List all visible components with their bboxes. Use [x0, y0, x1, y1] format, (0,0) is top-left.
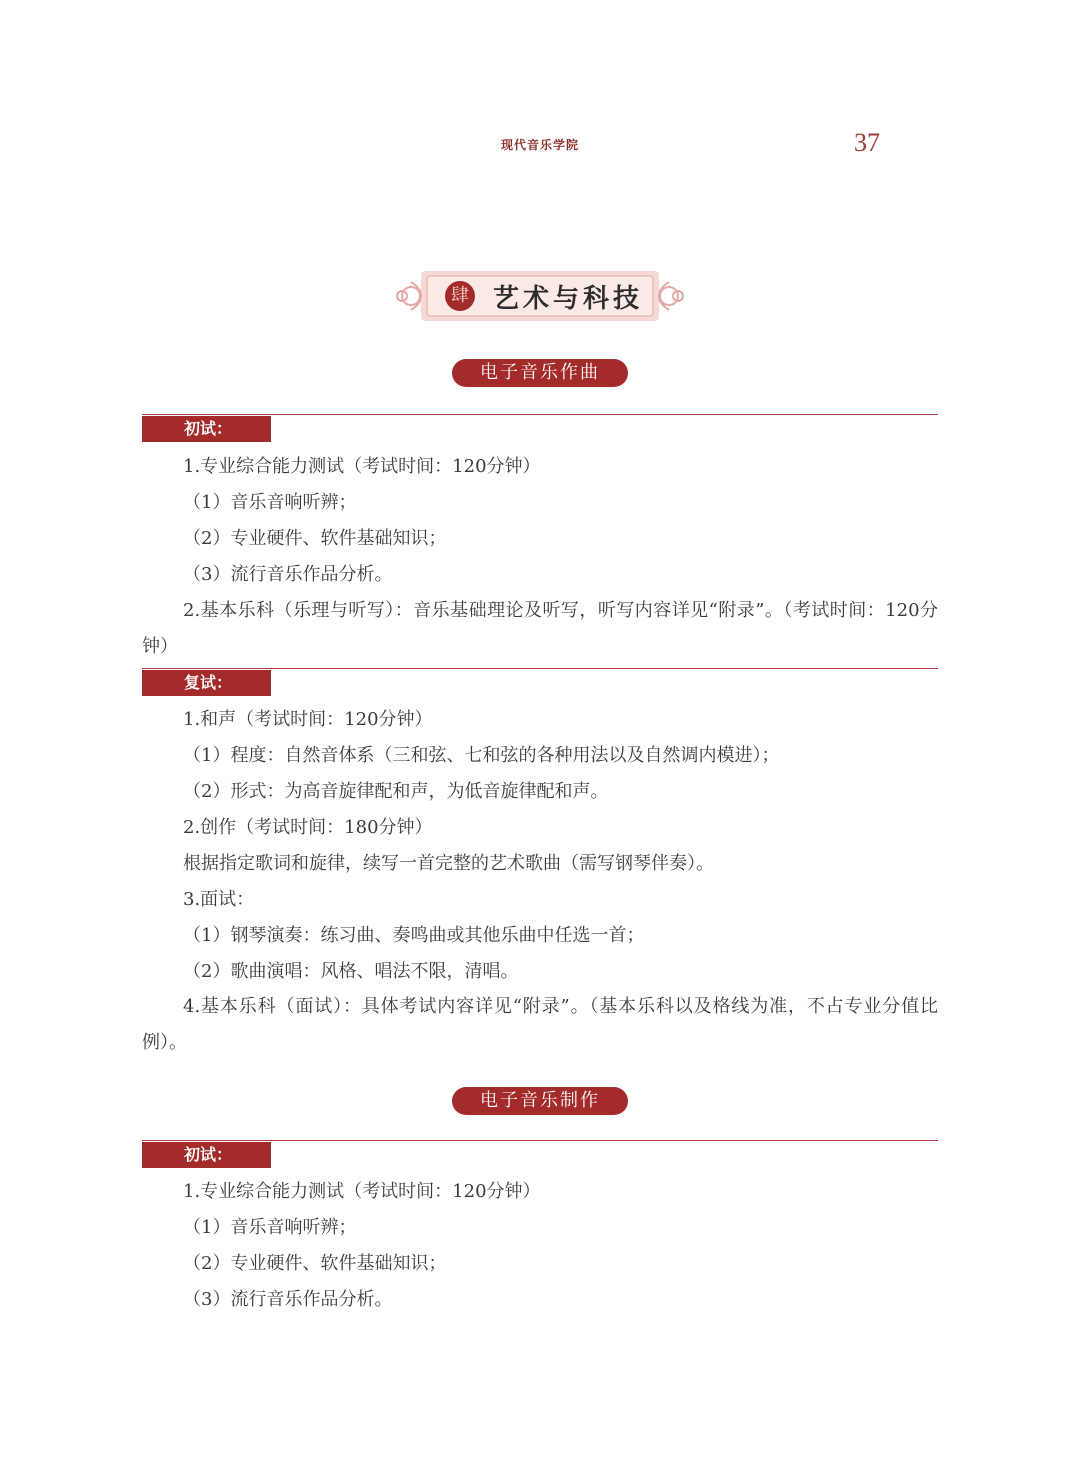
section-title-electronic-composition: 电子音乐作曲	[452, 359, 628, 387]
chapter-banner	[393, 268, 687, 324]
list-item: （1）程度：自然音体系（三和弦、七和弦的各种用法以及自然调内模进）；	[183, 745, 780, 766]
list-item: （3）流行音乐作品分析。	[183, 564, 393, 585]
list-item: 根据指定歌词和旋律，续写一首完整的艺术歌曲（需写钢琴伴奏）。	[183, 853, 714, 874]
list-item: （1）音乐音响听辨；	[183, 492, 357, 513]
divider	[142, 414, 938, 415]
list-item: 3.面试：	[183, 889, 255, 910]
list-item: （2）形式：为高音旋律配和声，为低音旋律配和声。	[183, 781, 609, 802]
paragraph: 4.基本乐科（面试）：具体考试内容详见“附录”。（基本乐科以及格线为准，不占专业分值比例）。	[142, 996, 938, 1053]
list-item: 1.专业综合能力测试（考试时间：120分钟）	[183, 456, 541, 477]
list-item: （2）歌曲演唱：风格、唱法不限，清唱。	[183, 961, 519, 982]
stage-tag-retest: 复试：	[142, 670, 271, 696]
list-item: （2）专业硬件、软件基础知识；	[183, 528, 447, 549]
list-item: （2）专业硬件、软件基础知识；	[183, 1253, 447, 1274]
divider	[142, 668, 938, 669]
chapter-seal: 肆	[445, 281, 475, 311]
list-item: （3）流行音乐作品分析。	[183, 1289, 393, 1310]
running-title: 现代音乐学院	[500, 138, 579, 152]
page-number: 37	[854, 128, 880, 157]
list-item: 2.创作（考试时间：180分钟）	[183, 817, 433, 838]
list-item: 1.专业综合能力测试（考试时间：120分钟）	[183, 1181, 541, 1202]
paragraph: 2.基本乐科（乐理与听写）：音乐基础理论及听写，听写内容详见“附录”。（考试时间：120分钟）	[142, 600, 938, 657]
list-item: （1）钢琴演奏：练习曲、奏鸣曲或其他乐曲中任选一首；	[183, 925, 645, 946]
section-title-electronic-production: 电子音乐制作	[452, 1087, 628, 1115]
stage-tag-preliminary: 初试：	[142, 416, 271, 442]
stage-tag-preliminary: 初试：	[142, 1142, 271, 1168]
list-item: 1.和声（考试时间：120分钟）	[183, 709, 433, 730]
chapter-title: 艺术与科技	[493, 284, 644, 314]
page-header	[0, 128, 1080, 168]
list-item: （1）音乐音响听辨；	[183, 1217, 357, 1238]
divider	[142, 1140, 938, 1141]
